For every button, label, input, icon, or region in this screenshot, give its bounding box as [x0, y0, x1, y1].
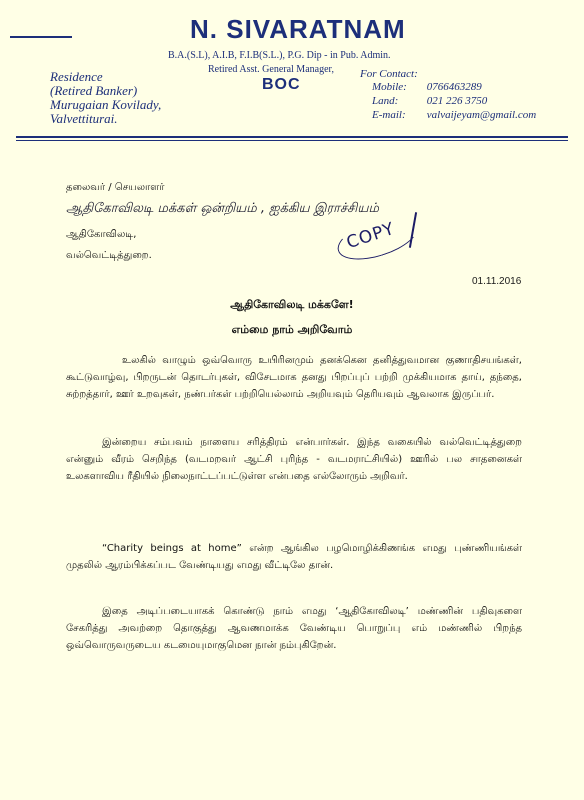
to-line: தலைவர் / செயலாளர் — [66, 182, 165, 193]
email-label: E-mail: — [372, 109, 406, 121]
residence-line: Valvettiturai. — [50, 111, 118, 126]
contact-land — [372, 94, 536, 108]
paragraph: “Charity beings at home” என்ற ஆங்கில பழமொழிக்கிணங்க எமது புண்ணியங்கள் முதலில் ஆரம்பிக்கப்பட வேண்டியது எமது வீட்டிலே தான். — [66, 543, 522, 571]
residence-line: Residence — [50, 69, 103, 84]
paragraph: உலகில் வாழும் ஒவ்வொரு உயிரினமும் தனக்கென தனித்துவமான குணாதிசயங்கள், கூட்டுவாழ்வு, பிறருடன் தொடர்புகள், விசேடமாக தனது பிறப்புப் பற்றி முக்கியமாக தாய், தந்தை, சுற்றத்தார், ஊர் உறவுகள், நண்பர்கள் பற்றியெல்லாம் அறியவும் தெரியவும் ஆவலாக இருப்பர். — [66, 355, 522, 400]
handwritten-addressee-text: ஆதிகோவிலடி மக்கள் ஒன்றியம் , ஐக்கிய இராச்சியம் — [66, 201, 379, 216]
heading-title: ஆதிகோவிலடி மக்களே! — [230, 298, 354, 311]
pen-mark — [10, 36, 72, 38]
contact-mobile — [372, 80, 536, 94]
land-label: Land: — [372, 95, 399, 107]
copy-stamp: COPY — [344, 218, 398, 254]
residence-line: (Retired Banker) — [50, 83, 138, 98]
handwritten-addressee-svg — [66, 194, 416, 220]
contact-block — [372, 80, 536, 122]
paragraph: இதை அடிப்படையாகக் கொண்டு நாம் எமது ‘ஆதிகோவிலடி’ மண்ணின் பதிவுகளை சேகரித்து அவற்றை தொகுத்து ஆவணமாக்க வேண்டிய பொறுப்பு எம் மண்ணில் பிறந்த ஒவ்வொருவருடைய கடமையுமாகுமென நான் நம்புகிறேன். — [66, 606, 522, 651]
residence-line: Murugaian Kovilady, — [50, 97, 162, 112]
place-line-1: ஆதிகோவிலடி, — [66, 229, 137, 240]
contact-email — [372, 108, 536, 122]
letter-date: 01.11.2016 — [472, 276, 522, 287]
letterhead-rule-thin — [16, 140, 568, 141]
letterhead-qualifications: B.A.(S.L), A.I.B, F.I.B(S.L.), P.G. Dip - in Pub. Admin. — [168, 50, 391, 61]
letterhead-designation: Retired Asst. General Manager, — [208, 64, 334, 75]
letterhead-rule — [16, 136, 568, 138]
letterhead-name: N. SIVARATNAM — [190, 14, 406, 44]
mobile-value: 0766463289 — [426, 81, 482, 93]
addressee-handwritten — [66, 194, 416, 225]
place-line-2: வல்வெட்டித்துறை. — [66, 250, 152, 261]
land-value: 021 226 3750 — [426, 95, 488, 107]
heading-subtitle: எம்மை நாம் அறிவோம் — [231, 323, 353, 336]
mobile-label: Mobile: — [372, 81, 407, 93]
contact-title: For Contact: — [360, 68, 418, 80]
email-value: valvaijeyam@gmail.com — [426, 109, 537, 121]
residence-block — [50, 70, 161, 126]
boc-logo: BOC — [262, 76, 301, 93]
paragraph: இன்றைய சம்பவம் நாளைய சரித்திரம் என்பார்கள். இந்த வகையில் வல்வெட்டித்துறை என்னும் வீரம் செறிந்த (வடமறவர் ஆட்சி புரிந்த - வடமராட்சியில்) ஊரில் பல சாதனைகள் உலகளாவிய ரீதியில் நிலைநாட்டப்பட்டுள்ள என்பதை எல்லோரும் அறிவர். — [66, 437, 522, 482]
